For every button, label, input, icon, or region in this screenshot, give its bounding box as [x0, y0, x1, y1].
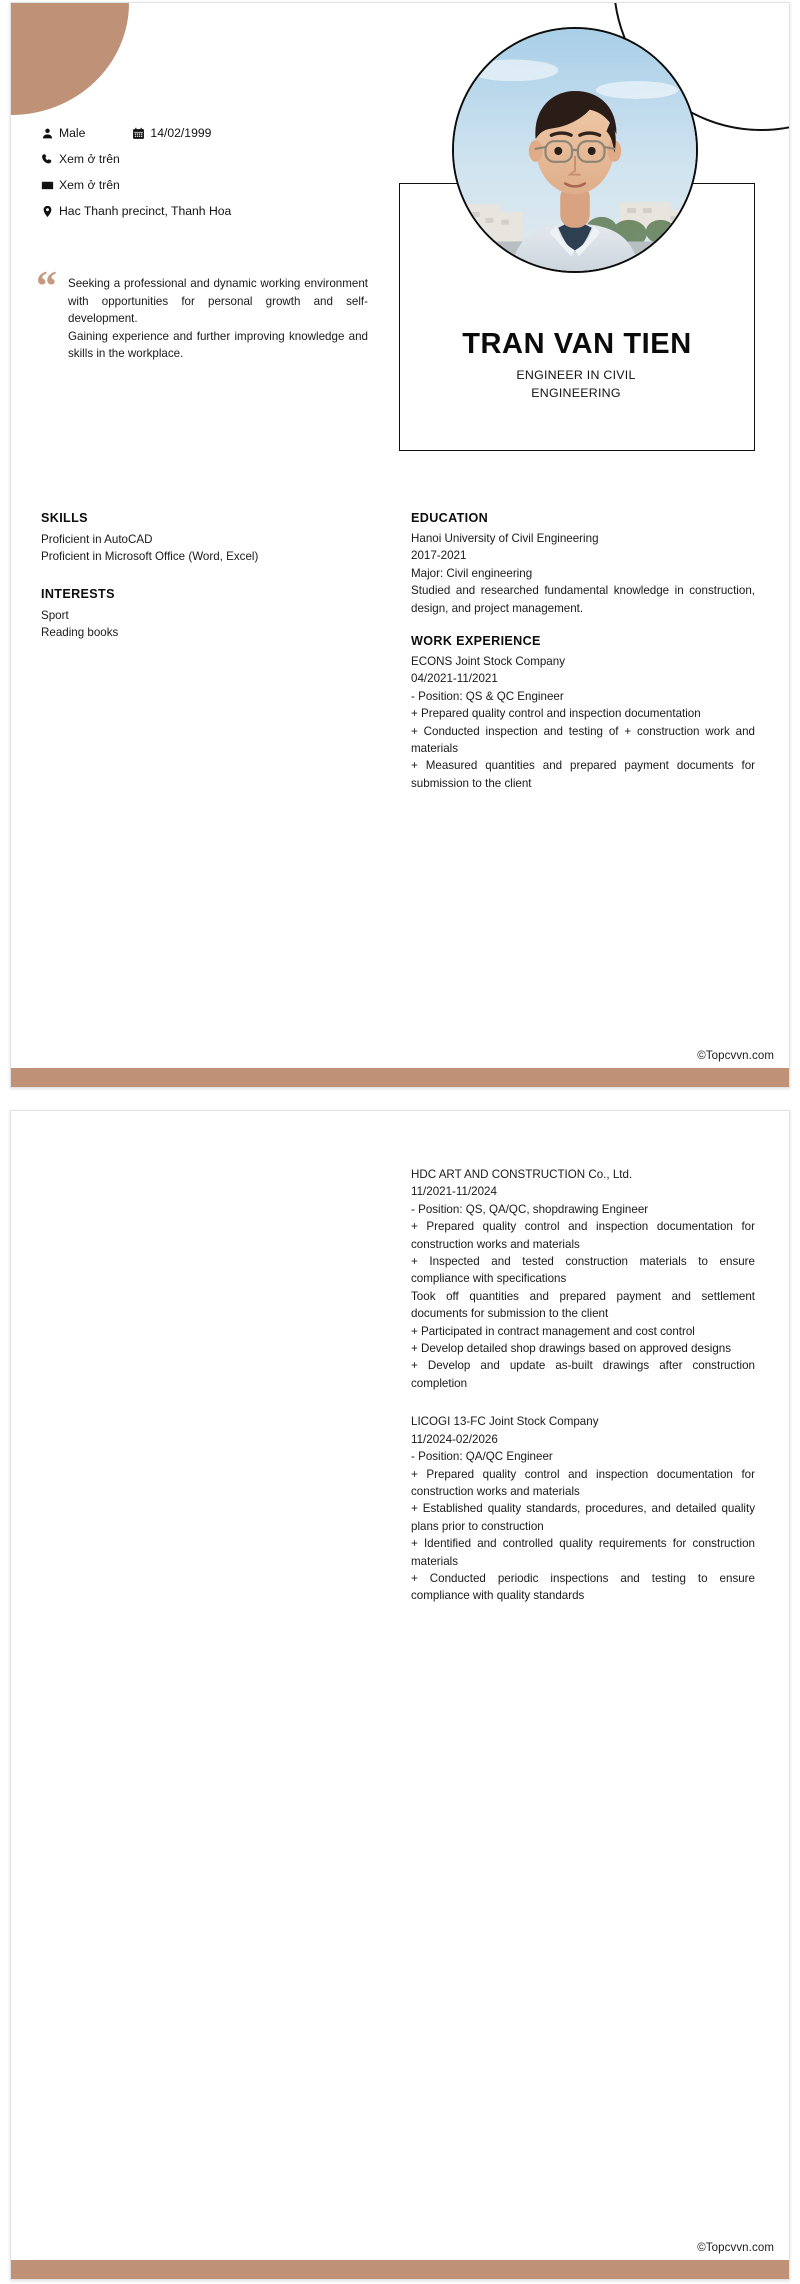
right-column-continued [411, 1166, 755, 1626]
job-bullet: + Conducted periodic inspections and testing to ensure compliance with quality standards [411, 1571, 755, 1603]
right-column [411, 511, 755, 809]
calendar-icon [132, 126, 150, 141]
job-position: - Position: QA/QC Engineer [411, 1450, 553, 1464]
birthday-group [132, 126, 211, 141]
page-title: TRAN VAN TIEN [462, 328, 692, 360]
contact-row-gender-birthday [41, 126, 371, 141]
skills-item: Proficient in AutoCAD [41, 533, 153, 546]
person-icon [41, 126, 59, 141]
address-value: Hac Thanh precinct, Thanh Hoa [59, 204, 232, 218]
education-description: Studied and researched fundamental knowledge in construction, design, and project management. [411, 584, 755, 615]
avatar-photo [454, 29, 696, 271]
work-experience-job [411, 1413, 755, 1604]
contact-row-address [41, 204, 371, 219]
quote-icon: “ [36, 264, 57, 310]
resume-page-1 [10, 2, 790, 1088]
job-bullet: + Develop detailed shop drawings based on approved designs [411, 1342, 732, 1356]
interests-item: Sport [41, 608, 69, 622]
birthday-value: 14/02/1999 [150, 126, 212, 140]
job-role [441, 366, 711, 402]
job-period: 04/2021-11/2021 [411, 672, 498, 686]
interests-item: Reading books [41, 626, 119, 640]
job-bullet: + Conducted inspection and testing of + construction work and materials [411, 724, 755, 756]
footer-accent-bar [11, 2260, 789, 2279]
job-role-line-2: ENGINEERING [531, 386, 621, 400]
work-experience-title: WORK EXPERIENCE [411, 634, 541, 649]
job-bullet: + Inspected and tested construction materials to ensure compliance with specifications [411, 1255, 755, 1286]
footer-accent-bar [11, 1068, 789, 1087]
job-bullet: + Participated in contract management and cost control [411, 1324, 695, 1338]
work-experience-section [411, 634, 755, 792]
gender-value: Male [59, 126, 86, 140]
job-bullet: + Measured quantities and prepared payment documents for submission to the client [411, 759, 755, 790]
skills-title: SKILLS [41, 511, 88, 525]
avatar [452, 27, 698, 273]
career-objective [36, 264, 368, 363]
envelope-icon [41, 178, 59, 193]
interests-title: INTERESTS [41, 586, 115, 601]
job-bullet: + Prepared quality control and inspection documentation for construction works and materials [411, 1467, 755, 1498]
phone-icon [41, 152, 59, 167]
objective-line-2: Gaining experience and further improving knowledge and skills in the workplace. [68, 329, 368, 361]
education-title: EDUCATION [411, 511, 489, 525]
job-period: 11/2024-02/2026 [411, 1432, 498, 1446]
job-company: ECONS Joint Stock Company [411, 655, 565, 669]
left-column [41, 511, 371, 663]
interests-section [41, 587, 371, 642]
skills-item: Proficient in Microsoft Office (Word, Excel) [41, 550, 259, 564]
job-bullet: + Established quality standards, procedures, and detailed quality plans prior to construction [411, 1502, 755, 1533]
resume-page-2 [10, 1110, 790, 2280]
contact-row-phone [41, 152, 371, 167]
job-role-line-1: ENGINEER IN CIVIL [516, 368, 636, 382]
contact-row-email [41, 178, 371, 193]
job-bullet: + Prepared quality control and inspection documentation [411, 707, 701, 721]
job-position: - Position: QS, QA/QC, shopdrawing Engineer [411, 1202, 649, 1216]
job-bullet: + Prepared quality control and inspection documentation for construction works and materials [411, 1220, 755, 1251]
education-school: Hanoi University of Civil Engineering [411, 532, 599, 545]
job-company: HDC ART AND CONSTRUCTION Co., Ltd. [411, 1168, 633, 1181]
education-major: Major: Civil engineering [411, 566, 533, 580]
job-company: LICOGI 13-FC Joint Stock Company [411, 1415, 599, 1429]
skills-section [41, 511, 371, 566]
job-position: - Position: QS & QC Engineer [411, 689, 564, 703]
job-bullet: Took off quantities and prepared payment and settlement documents for submission to the client [411, 1289, 755, 1321]
footer-credit: ©Topcvvn.com [697, 1050, 774, 1062]
job-period: 11/2021-11/2024 [411, 1185, 497, 1199]
work-experience-job [411, 1166, 755, 1392]
education-years: 2017-2021 [411, 549, 467, 563]
email-value: Xem ở trên [59, 178, 120, 192]
contact-info-block [41, 126, 371, 230]
job-bullet: + Identified and controlled quality requirements for construction materials [411, 1537, 755, 1568]
job-bullet: + Develop and update as-built drawings after construction completion [411, 1359, 755, 1390]
phone-value: Xem ở trên [59, 152, 120, 166]
objective-line-1: Seeking a professional and dynamic working environment with opportunities for personal growth and self-development. [68, 277, 368, 326]
education-section [411, 511, 755, 617]
decorative-corner-blob [11, 3, 129, 115]
footer-credit: ©Topcvvn.com [697, 2242, 774, 2254]
work-experience-job [411, 653, 755, 792]
location-pin-icon [41, 204, 59, 219]
